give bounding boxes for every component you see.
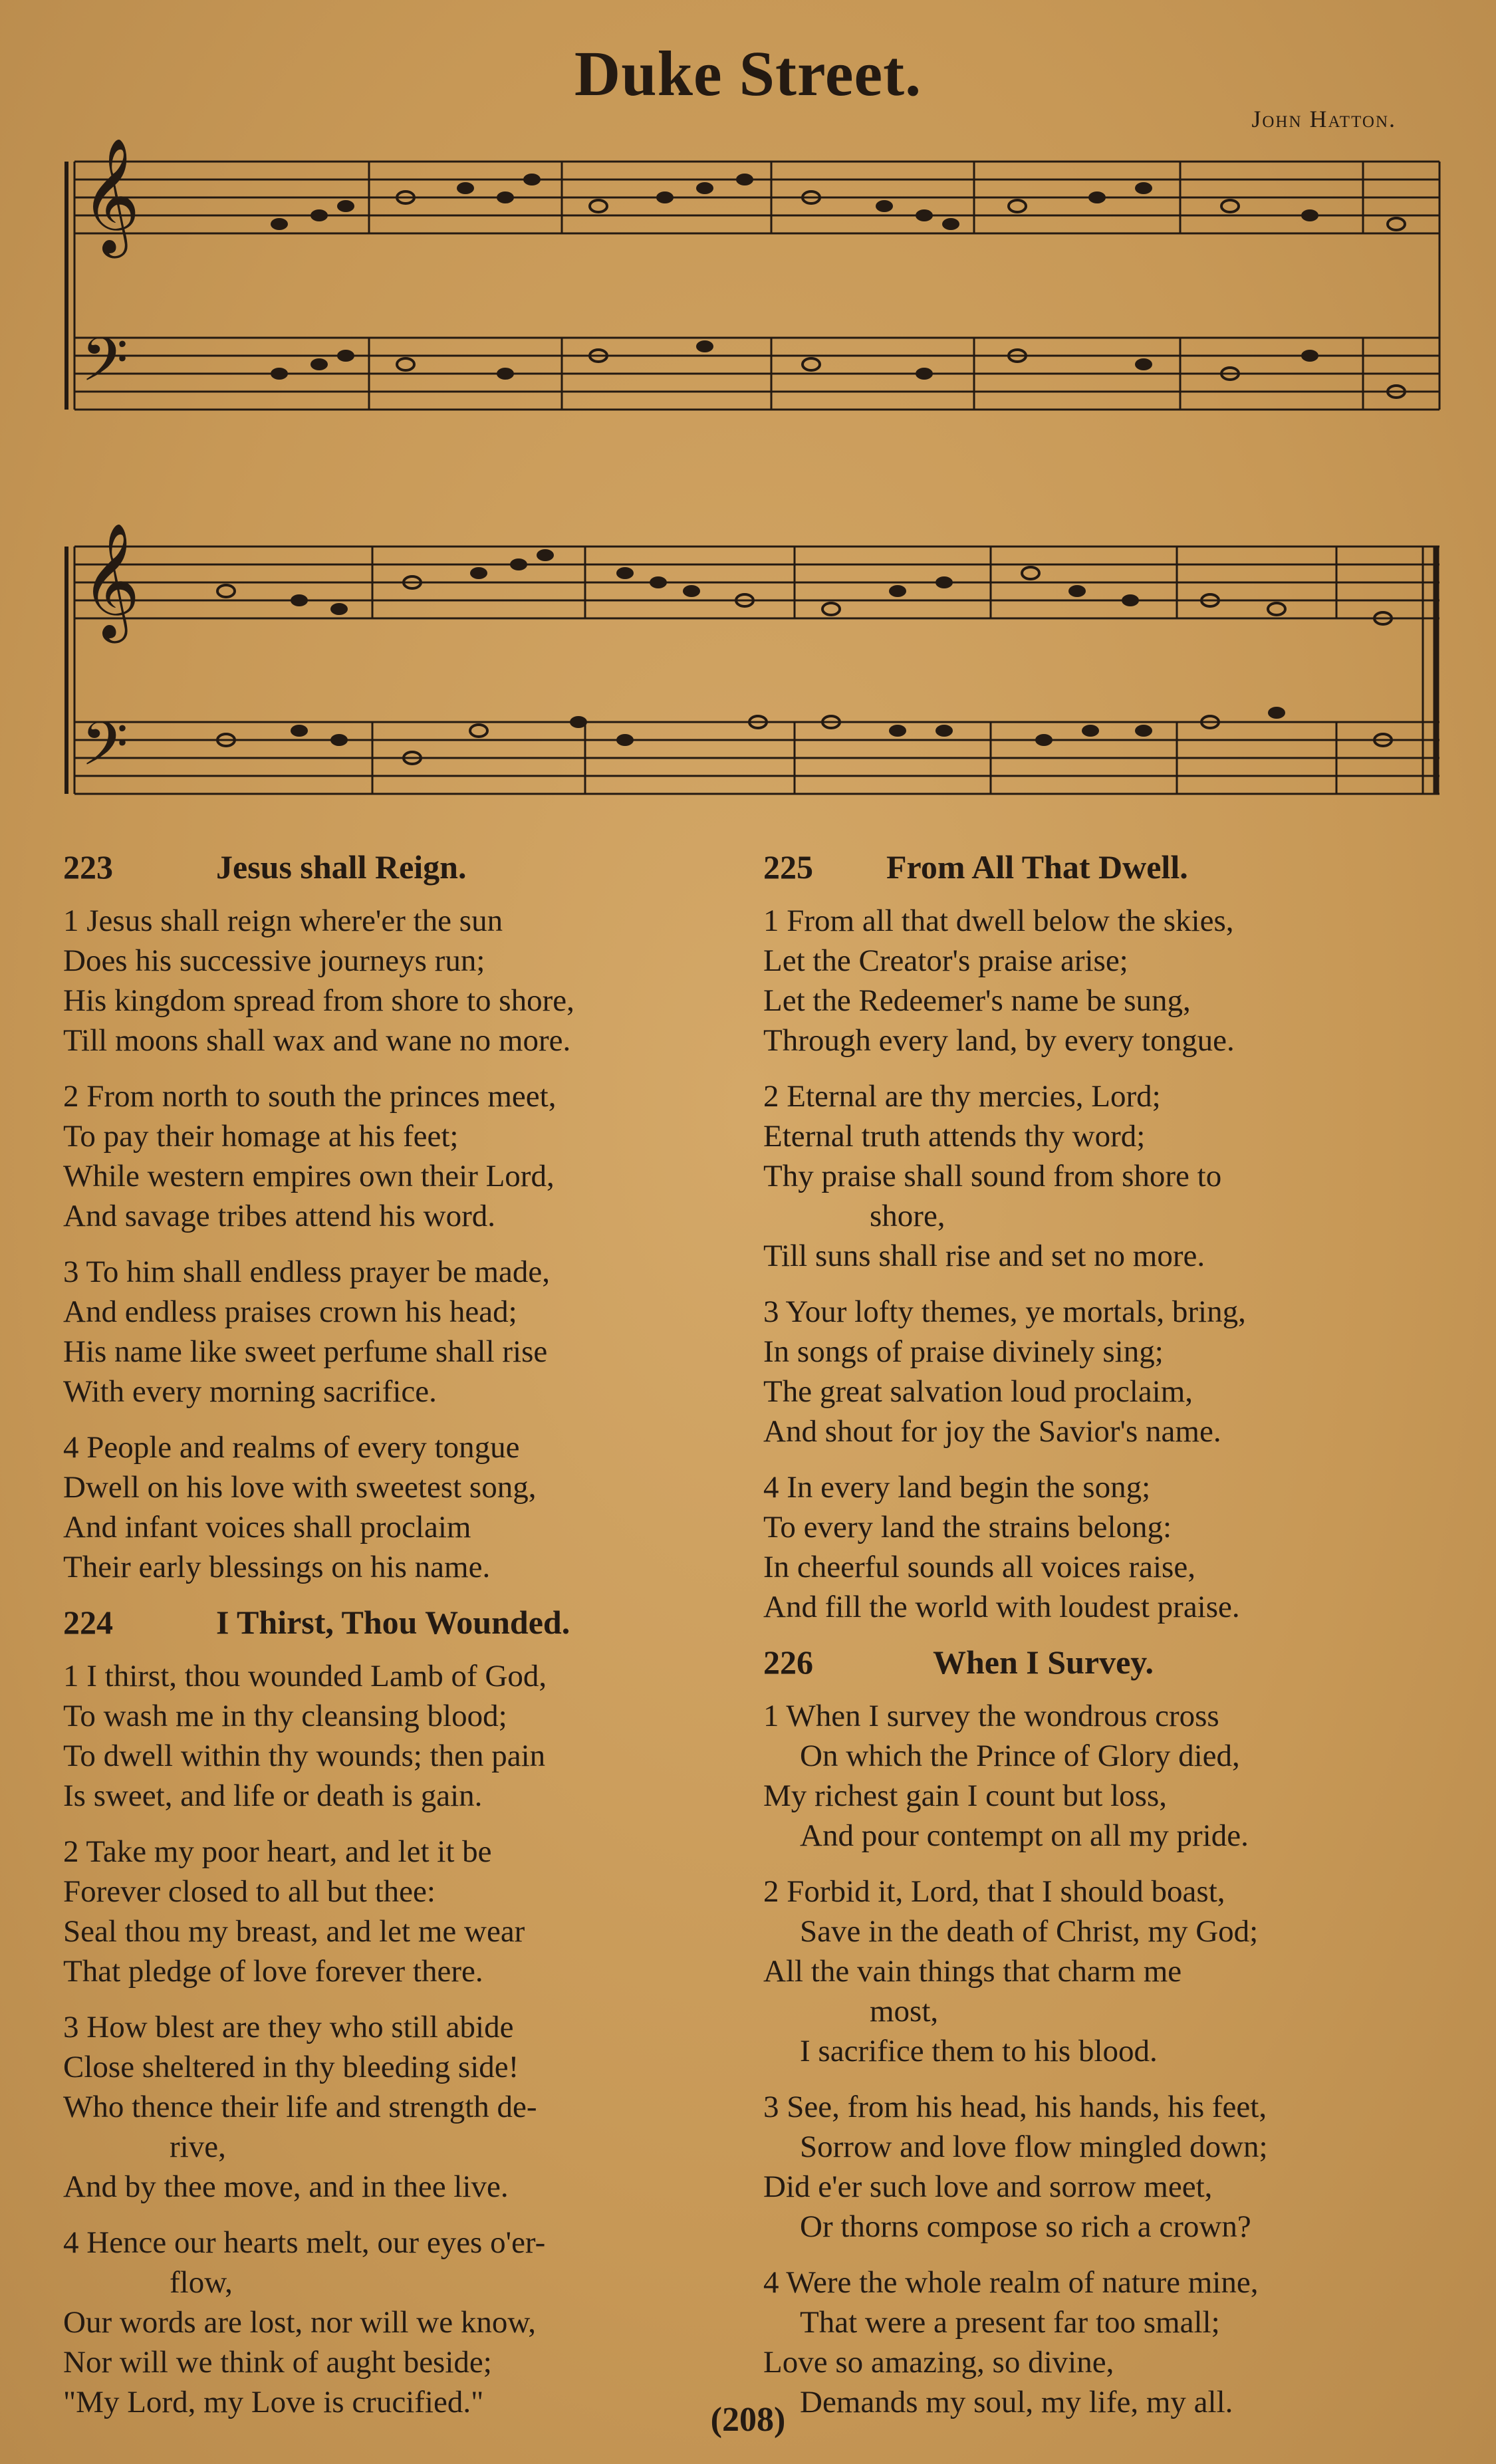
verse-line: And fill the world with loudest praise. <box>763 1590 1240 1624</box>
verse-line: 4 Were the whole realm of nature mine, <box>763 2265 1259 2300</box>
verse-line: Demands my soul, my life, my all. <box>800 2385 1233 2419</box>
verse-line: 4 Hence our hearts melt, our eyes o'er- <box>63 2225 546 2260</box>
verse-line: Our words are lost, nor will we know, <box>63 2305 536 2340</box>
svg-text:𝄞: 𝄞 <box>81 523 140 638</box>
verse-line: Did e'er such love and sorrow meet, <box>763 2169 1213 2204</box>
verse-line: Save in the death of Christ, my God; <box>800 1914 1259 1949</box>
verse-line: To wash me in thy cleansing blood; <box>63 1699 507 1733</box>
verse <box>63 1252 735 1412</box>
staff-system-2-treble <box>74 547 1439 618</box>
verse-line: Or thorns compose so rich a crown? <box>800 2209 1251 2244</box>
verse-line: 1 Jesus shall reign where'er the sun <box>63 904 503 938</box>
verse-line: Through every land, by every tongue. <box>763 1023 1235 1058</box>
verse <box>63 1427 735 1587</box>
staff-system-2-bass <box>74 722 1439 794</box>
svg-text:𝄢: 𝄢 <box>81 709 128 794</box>
verse-line: Let the Creator's praise arise; <box>763 943 1128 978</box>
verse-line: 1 I thirst, thou wounded Lamb of God, <box>63 1659 547 1693</box>
verse <box>763 901 1441 1060</box>
verse-line: flow, <box>170 2265 233 2300</box>
verse-line: 3 See, from his head, his hands, his feet, <box>763 2090 1267 2124</box>
verse-line: And pour contempt on all my pride. <box>800 1818 1249 1853</box>
verse-line: Forever closed to all but thee: <box>63 1874 436 1909</box>
verse-line: Eternal truth attends thy word; <box>763 1119 1146 1154</box>
verse <box>763 1292 1441 1451</box>
svg-text:𝄞: 𝄞 <box>81 138 140 253</box>
verse-line: 1 From all that dwell below the skies, <box>763 904 1234 938</box>
svg-text:𝄢: 𝄢 <box>81 324 128 410</box>
hymn-header <box>763 848 1441 886</box>
verse <box>63 1076 735 1236</box>
verse-line: 1 When I survey the wondrous cross <box>763 1699 1219 1733</box>
verse-line: And infant voices shall proclaim <box>63 1510 471 1544</box>
verse <box>763 1467 1441 1627</box>
verse <box>763 1076 1441 1276</box>
verse-line: rive, <box>170 2130 226 2164</box>
music-score <box>0 0 1496 838</box>
verse-line: 2 From north to south the princes meet, <box>63 1079 557 1114</box>
verse-line: With every morning sacrifice. <box>63 1374 437 1409</box>
verse-line: To every land the strains belong: <box>763 1510 1172 1544</box>
verse-line: "My Lord, my Love is crucified." <box>63 2385 484 2419</box>
verse-line: In cheerful sounds all voices raise, <box>763 1550 1195 1584</box>
verse-line: 2 Eternal are thy mercies, Lord; <box>763 1079 1161 1114</box>
verse <box>63 1656 735 1816</box>
verse-line: Does his successive journeys run; <box>63 943 485 978</box>
hymn-title: When I Survey. <box>933 1644 1154 1681</box>
verse-line: Seal thou my breast, and let me wear <box>63 1914 525 1949</box>
verse-line: Nor will we think of aught beside; <box>63 2345 492 2380</box>
right-column <box>763 841 1441 2438</box>
verse-line: I sacrifice them to his blood. <box>800 2034 1158 2068</box>
verse <box>763 2087 1441 2247</box>
verse-line: And savage tribes attend his word. <box>63 1199 496 1233</box>
verse-line: 4 In every land begin the song; <box>763 1470 1151 1505</box>
verse-line: Their early blessings on his name. <box>63 1550 491 1584</box>
hymn-header <box>63 848 735 886</box>
hymn-number: 224 <box>63 1604 113 1641</box>
verse-line: Who thence their life and strength de- <box>63 2090 537 2124</box>
verse <box>63 2223 735 2422</box>
composer-name: John Hatton. <box>1251 106 1396 132</box>
verse-line: Thy praise shall sound from shore to <box>763 1159 1222 1193</box>
verse-line: My richest gain I count but loss, <box>763 1779 1168 1813</box>
verse-line: Close sheltered in thy bleeding side! <box>63 2050 519 2084</box>
verse-line: That pledge of love forever there. <box>63 1954 483 1989</box>
hymn-title: From All That Dwell. <box>886 848 1188 886</box>
hymn-number: 223 <box>63 848 113 886</box>
verse-line: 2 Take my poor heart, and let it be <box>63 1834 492 1869</box>
hymn-title: I Thirst, Thou Wounded. <box>216 1604 570 1641</box>
verse-line: 3 To him shall endless prayer be made, <box>63 1255 550 1289</box>
hymn-title: Jesus shall Reign. <box>216 848 467 886</box>
verse-line: 3 Your lofty themes, ye mortals, bring, <box>763 1294 1246 1329</box>
verse-line: While western empires own their Lord, <box>63 1159 555 1193</box>
verse <box>63 901 735 1060</box>
verse-line: And endless praises crown his head; <box>63 1294 517 1329</box>
verse-line: Sorrow and love flow mingled down; <box>800 2130 1268 2164</box>
verse <box>763 1696 1441 1856</box>
verse-line: His kingdom spread from shore to shore, <box>63 983 574 1018</box>
verse-line: To dwell within thy wounds; then pain <box>63 1739 546 1773</box>
verse-line: His name like sweet perfume shall rise <box>63 1334 548 1369</box>
verse-line: To pay their homage at his feet; <box>63 1119 459 1154</box>
hymn-header <box>763 1643 1441 1681</box>
verse-line: shore, <box>870 1199 945 1233</box>
left-column <box>63 841 735 2438</box>
hymn-number: 226 <box>763 1644 813 1681</box>
verse-line: Dwell on his love with sweetest song, <box>63 1470 537 1505</box>
hymn-224 <box>63 1603 735 2422</box>
verse-line: most, <box>870 1994 939 2029</box>
verse-line: 3 How blest are they who still abide <box>63 2010 514 2044</box>
hymn-225 <box>763 848 1441 1627</box>
verse-line: And by thee move, and in thee live. <box>63 2169 509 2204</box>
verse-line: And shout for joy the Savior's name. <box>763 1414 1221 1449</box>
verse <box>763 1872 1441 2071</box>
hymn-226 <box>763 1643 1441 2422</box>
verse-line: Love so amazing, so divine, <box>763 2345 1114 2380</box>
verse-line: That were a present far too small; <box>800 2305 1220 2340</box>
verse-line: All the vain things that charm me <box>763 1954 1182 1989</box>
verse-line: Till suns shall rise and set no more. <box>763 1239 1205 1273</box>
hymn-number: 225 <box>763 848 813 886</box>
hymn-223 <box>63 848 735 1587</box>
hymn-header <box>63 1603 735 1642</box>
verse-line: Is sweet, and life or death is gain. <box>63 1779 483 1813</box>
verse-line: The great salvation loud proclaim, <box>763 1374 1193 1409</box>
verse <box>63 2007 735 2207</box>
verse-line: On which the Prince of Glory died, <box>800 1739 1240 1773</box>
verse-line: Let the Redeemer's name be sung, <box>763 983 1191 1018</box>
verse <box>763 2263 1441 2422</box>
page-number: (208) <box>710 2401 786 2439</box>
verse-line: Till moons shall wax and wane no more. <box>63 1023 571 1058</box>
tune-title: Duke Street. <box>574 38 922 109</box>
verse <box>63 1832 735 1991</box>
verse-line: 2 Forbid it, Lord, that I should boast, <box>763 1874 1225 1909</box>
verse-line: 4 People and realms of every tongue <box>63 1430 520 1465</box>
verse-line: In songs of praise divinely sing; <box>763 1334 1164 1369</box>
